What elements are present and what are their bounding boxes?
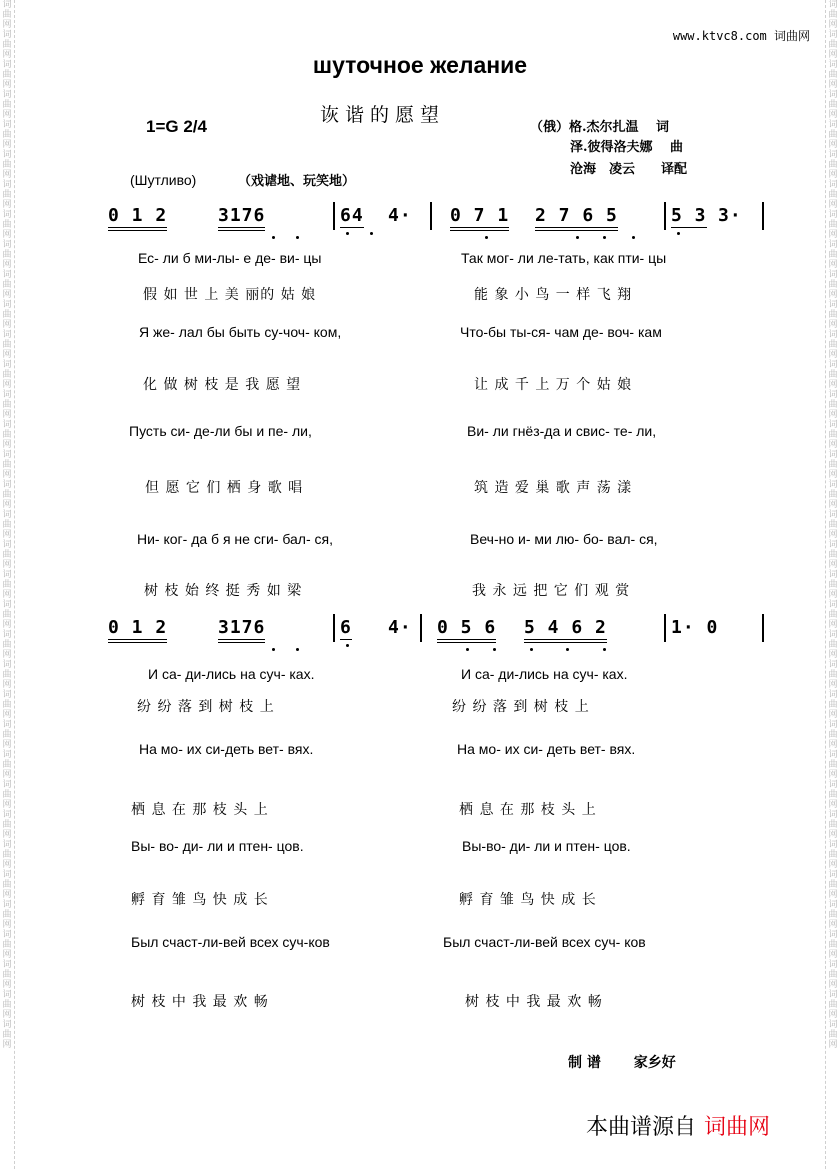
credit-composer: 泽.彼得洛夫娜 曲 xyxy=(570,140,684,155)
measure-4-a: 5 3 xyxy=(671,205,707,226)
lyric-ru: Ес- ли б ми-лы- е де- ви- цы xyxy=(138,250,322,266)
tempo-chinese: （戏谑地、玩笑地） xyxy=(238,174,356,189)
octave-dot xyxy=(466,648,469,651)
measure-1-b: 3176 xyxy=(218,205,265,231)
tempo-russian: (Шутливо) xyxy=(130,172,197,188)
lyric-cn: 栖 息 在 那 枝 头 上 xyxy=(131,802,269,818)
lyric-ru: Вы- во- ди- ли и птен- цов. xyxy=(131,838,304,854)
octave-dot xyxy=(346,232,349,235)
octave-dot xyxy=(603,648,606,651)
octave-dot xyxy=(677,232,680,235)
octave-dot xyxy=(632,236,635,239)
lyric-ru: Вы-во- ди- ли и птен- цов. xyxy=(462,838,631,854)
lyric-cn: 栖 息 在 那 枝 头 上 xyxy=(459,802,597,818)
lyric-ru: И са- ди-лись на суч- ках. xyxy=(461,666,628,682)
lyric-cn: 让 成 千 上 万 个 姑 娘 xyxy=(474,377,633,393)
measure-3-a: 0 7 1 xyxy=(450,205,509,231)
measure-1-a: 0 1 2 xyxy=(108,617,167,643)
lyric-ru: На мо- их си- деть вет- вях. xyxy=(457,741,636,757)
barline xyxy=(664,614,666,642)
measure-3-a: 0 5 6 xyxy=(437,617,496,643)
lyric-cn: 树 枝 中 我 最 欢 畅 xyxy=(131,994,269,1010)
lyric-cn: 能 象 小 鸟 一 样 飞 翔 xyxy=(474,287,633,303)
lyric-ru: Веч-но и- ми лю- бо- вал- ся, xyxy=(470,531,658,547)
barline xyxy=(664,202,666,230)
lyric-cn: 树 枝 始 终 挺 秀 如 梁 xyxy=(144,583,303,599)
octave-dot xyxy=(272,236,275,239)
source-brand-link[interactable]: 词曲网 xyxy=(704,1115,771,1140)
octave-dot xyxy=(346,644,349,647)
octave-dot xyxy=(530,648,533,651)
lyric-ru: И са- ди-лись на суч- ках. xyxy=(148,666,315,682)
source-footer xyxy=(586,1110,770,1141)
lyric-ru: На мо- их си-деть вет- вях. xyxy=(139,741,314,757)
watermark-text: 词曲网词曲网词曲网词曲网词曲网词曲网词曲网词曲网词曲网词曲网词曲网词曲网词曲网词曲网词曲网词曲网词曲网词曲网词曲网词曲网词曲网词曲网词曲网词曲网词曲网词曲网词曲网词曲网词曲网词曲网词曲网词曲网词曲网词曲网词曲网 xyxy=(2,0,12,1050)
barline xyxy=(420,614,422,642)
lyric-ru: Что-бы ты-ся- чам де- воч- кам xyxy=(460,324,662,340)
octave-dot xyxy=(272,648,275,651)
measure-1-b: 3176 xyxy=(218,617,265,643)
lyric-cn: 孵 育 雏 鸟 快 成 长 xyxy=(131,892,269,908)
measure-2-a: 64 xyxy=(340,205,364,226)
lyric-ru: Пусть си- де-ли бы и пе- ли, xyxy=(129,423,312,439)
lyric-cn: 化 做 树 枝 是 我 愿 望 xyxy=(143,377,302,393)
site-url[interactable]: www.ktvc8.com 词曲网 xyxy=(672,29,810,43)
lyric-cn: 纷 纷 落 到 树 枝 上 xyxy=(452,699,590,715)
key-signature: 1=G 2/4 xyxy=(146,117,207,136)
lyric-ru: Ви- ли гнёз-да и свис- те- ли, xyxy=(467,423,657,439)
barline xyxy=(762,202,764,230)
credit-translator: 沧海 凌云 译配 xyxy=(570,162,688,177)
measure-2-a: 6 xyxy=(340,617,352,638)
watermark-text: 词曲网词曲网词曲网词曲网词曲网词曲网词曲网词曲网词曲网词曲网词曲网词曲网词曲网词曲网词曲网词曲网词曲网词曲网词曲网词曲网词曲网词曲网词曲网词曲网词曲网词曲网词曲网词曲网词曲网词曲网词曲网词曲网词曲网词曲网词曲网 xyxy=(828,0,838,1050)
measure-2-b: 4· xyxy=(388,205,412,226)
octave-dot xyxy=(576,236,579,239)
measure-4: 1· 0 xyxy=(671,617,719,638)
title-russian: шуточное желание xyxy=(312,52,528,78)
title-chinese: 诙谐的愿望 xyxy=(320,104,446,126)
measure-4-b: 3· xyxy=(718,205,742,226)
barline xyxy=(333,202,335,230)
octave-dot xyxy=(296,236,299,239)
octave-dot xyxy=(566,648,569,651)
measure-3-b: 5 4 6 2 xyxy=(524,617,607,643)
lyric-cn: 假 如 世 上 美 丽的 姑 娘 xyxy=(143,287,317,303)
arranger-credit: 制 谱 家乡好 xyxy=(568,1055,676,1071)
source-text: 本曲谱源自 xyxy=(586,1115,697,1140)
measure-1-a: 0 1 2 xyxy=(108,205,167,231)
lyric-ru: Ни- ког- да б я не сги- бал- ся, xyxy=(137,531,333,547)
octave-dot xyxy=(370,232,373,235)
lyric-cn: 筑 造 爱 巢 歌 声 荡 漾 xyxy=(474,480,633,496)
barline xyxy=(333,614,335,642)
lyric-cn: 孵 育 雏 鸟 快 成 长 xyxy=(459,892,597,908)
right-watermark-strip xyxy=(825,0,840,1169)
lyric-cn: 我 永 远 把 它 们 观 赏 xyxy=(472,583,631,599)
barline xyxy=(762,614,764,642)
lyric-cn: 纷 纷 落 到 树 枝 上 xyxy=(137,699,275,715)
octave-dot xyxy=(493,648,496,651)
left-watermark-strip xyxy=(0,0,15,1169)
lyric-ru: Был счаст-ли-вей всех суч-ков xyxy=(131,934,330,950)
measure-3-b: 2 7 6 5 xyxy=(535,205,618,231)
octave-dot xyxy=(485,236,488,239)
lyric-cn: 树 枝 中 我 最 欢 畅 xyxy=(465,994,603,1010)
lyric-ru: Был счаст-ли-вей всех суч- ков xyxy=(443,934,646,950)
barline xyxy=(430,202,432,230)
octave-dot xyxy=(603,236,606,239)
lyric-cn: 但 愿 它 们 栖 身 歌 唱 xyxy=(145,480,304,496)
lyric-ru: Я же- лал бы быть су-чоч- ком, xyxy=(139,324,342,340)
credit-lyricist: （俄）格.杰尔扎温 词 xyxy=(530,120,670,135)
measure-2-b: 4· xyxy=(388,617,412,638)
lyric-ru: Так мог- ли ле-тать, как пти- цы xyxy=(461,250,667,266)
octave-dot xyxy=(296,648,299,651)
